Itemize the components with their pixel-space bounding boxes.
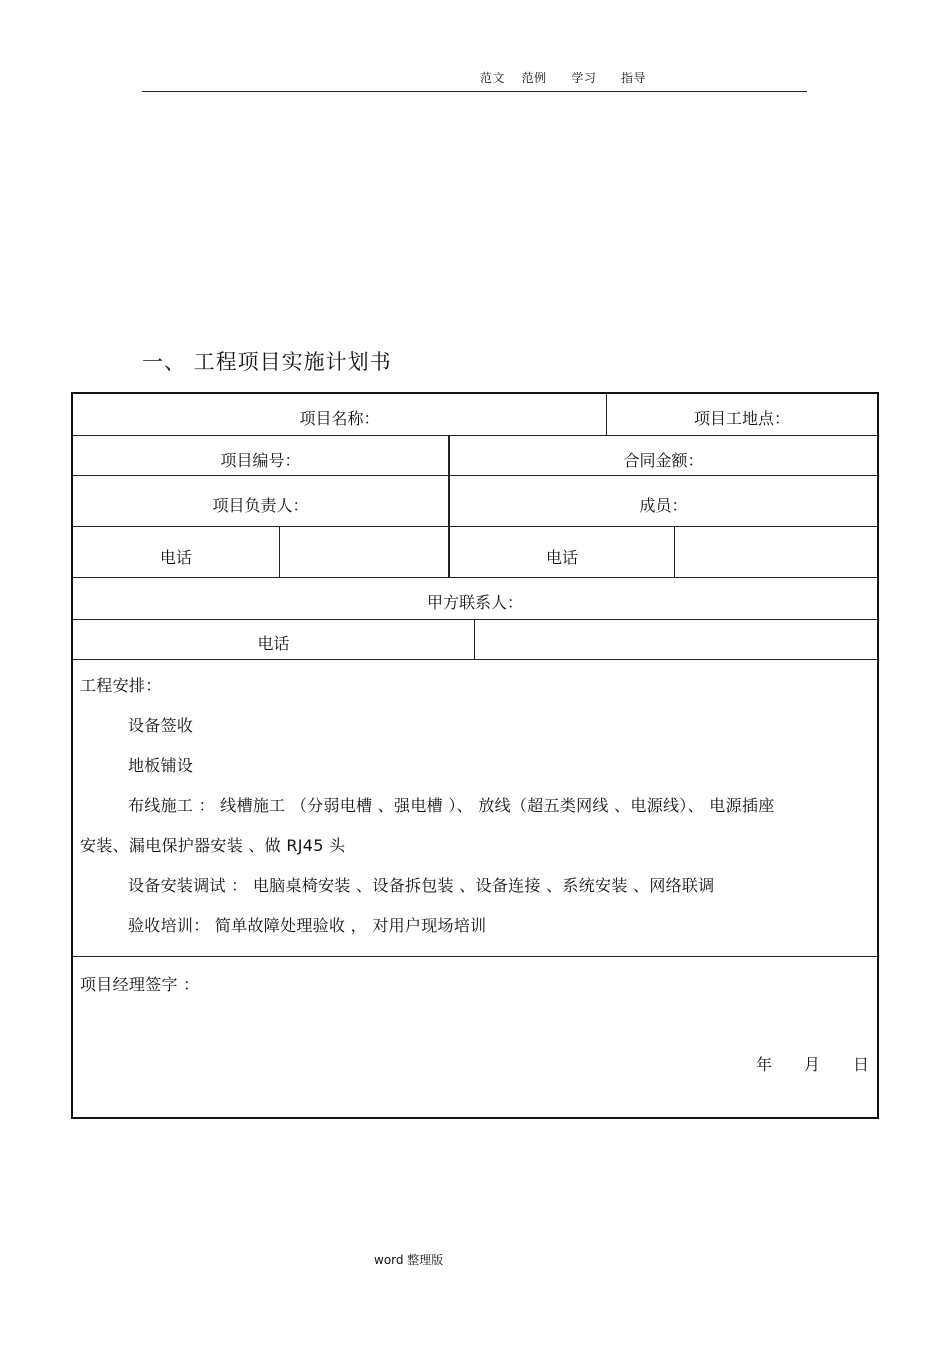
arrangement-item: 验收培训： 简单故障处理验收 ， 对用户现场培训 bbox=[128, 916, 487, 935]
signature-day: 日 bbox=[853, 1055, 870, 1074]
signature-year: 年 bbox=[756, 1055, 773, 1074]
header-item: 范文 bbox=[480, 71, 506, 85]
row-divider bbox=[73, 619, 877, 620]
col-divider bbox=[279, 526, 280, 577]
col-divider bbox=[474, 619, 475, 659]
row-divider bbox=[73, 659, 877, 660]
client-phone-label: 电话 bbox=[257, 634, 290, 653]
leader-phone-label: 电话 bbox=[159, 548, 192, 567]
arrangement-title: 工程安排： bbox=[80, 676, 162, 695]
client-contact-label: 甲方联系人： bbox=[426, 593, 523, 612]
project-name-label: 项目名称： bbox=[299, 409, 380, 428]
page-footer: word 整理版 bbox=[374, 1253, 444, 1267]
project-number-label: 项目编号： bbox=[220, 451, 301, 470]
contract-amount-label: 合同金额： bbox=[623, 451, 704, 470]
members-label: 成员： bbox=[639, 496, 688, 515]
project-site-label: 项目工地点： bbox=[693, 409, 790, 428]
member-phone-label: 电话 bbox=[545, 548, 578, 567]
section-title: 一、 工程项目实施计划书 bbox=[142, 350, 392, 374]
row-divider bbox=[73, 956, 877, 957]
row-divider bbox=[73, 577, 877, 578]
header-item: 范例 bbox=[521, 71, 547, 85]
arrangement-item-continued: 安装、漏电保护器安装 、做 RJ45 头 bbox=[80, 836, 346, 855]
arrangement-item: 设备安装调试 ： 电脑桌椅安装 、设备拆包装 、设备连接 、系统安装 、网络联调 bbox=[128, 876, 715, 895]
row-divider bbox=[73, 526, 877, 527]
row-divider bbox=[73, 435, 877, 436]
plan-table bbox=[71, 392, 879, 1119]
project-leader-label: 项目负责人： bbox=[212, 496, 309, 515]
arrangement-item: 布线施工 ： 线槽施工 （分弱电槽 、强电槽 ）、 放线（超五类网线 、电源线）、 电源插座 bbox=[128, 796, 775, 815]
page-header bbox=[0, 69, 950, 86]
header-item: 指导 bbox=[621, 71, 647, 85]
header-rule bbox=[142, 91, 807, 92]
row-divider bbox=[73, 475, 877, 476]
arrangement-item: 设备签收 bbox=[128, 716, 194, 735]
arrangement-item: 地板铺设 bbox=[128, 756, 194, 775]
manager-signature-label: 项目经理签字 ： bbox=[80, 975, 200, 994]
header-item: 学习 bbox=[571, 71, 597, 85]
signature-month: 月 bbox=[804, 1055, 821, 1074]
col-divider bbox=[674, 526, 675, 577]
